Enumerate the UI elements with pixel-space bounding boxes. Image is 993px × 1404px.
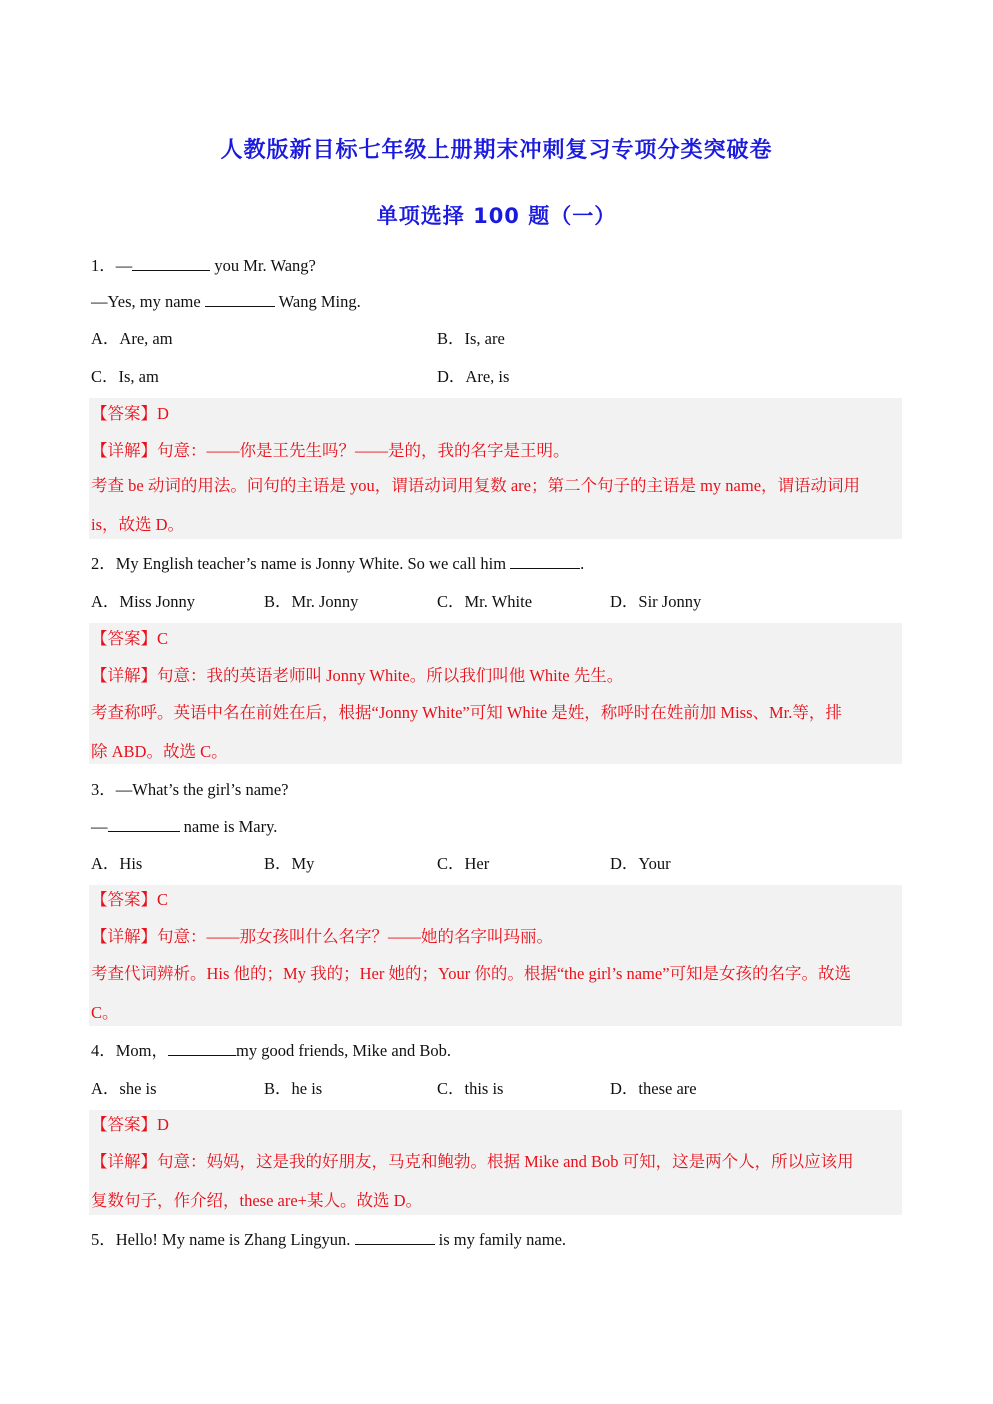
q2-option-a: A．Miss Jonny [91,592,196,611]
q3-option-a: A．His [91,854,143,873]
q1-option-c: C．Is, am [91,367,159,386]
q2-answer: 【答案】C [91,629,169,648]
q3-option-d: D．Your [610,854,671,873]
answer-blank [168,1041,236,1056]
question-4: 4．Mom， my good friends, Mike and Bob. [91,1041,451,1060]
q3-option-b: B．My [264,854,315,873]
answer-blank [510,554,580,569]
question-3-line-1: 3．—What’s the girl’s name? [91,780,289,799]
q2-explain-1: 考查称呼。英语中名在前姓在后，根据“Jonny White”可知 White 是姓，称呼时在姓前加 Miss、Mr.等，排 [91,703,842,722]
q4-option-b: B．he is [264,1079,323,1098]
q3-explain-1: 考查代词辨析。His 他的；My 我的；Her 她的；Your 你的。根据“the girl’s name”可知是女孩的名字。故选 [91,964,852,983]
q1-answer: 【答案】D [91,404,169,423]
q1-option-a: A．Are, am [91,329,173,348]
answer-blank [205,292,275,307]
question-3-line-2: — name is Mary. [91,817,278,836]
q4-option-a: A．she is [91,1079,157,1098]
q1-explain-2: is，故选 D。 [91,515,185,534]
q2-option-b: B．Mr. Jonny [264,592,359,611]
document-title: 人教版新目标七年级上册期末冲刺复习专项分类突破卷 [220,138,773,163]
q4-option-c: C．this is [437,1079,504,1098]
q2-option-d: D．Sir Jonny [610,592,702,611]
q3-option-c: C．Her [437,854,490,873]
q1-option-d: D．Are, is [437,367,510,386]
question-1-line-2: —Yes, my name Wang Ming. [91,292,361,311]
question-2: 2．My English teacher’s name is Jonny White. So we call him . [91,554,585,573]
q3-explain-2: C。 [91,1003,119,1022]
q4-answer-box [89,1110,902,1215]
q3-detail: 【详解】句意：——那女孩叫什么名字？——她的名字叫玛丽。 [91,927,553,946]
q2-detail: 【详解】句意：我的英语老师叫 Jonny White。所以我们叫他 White 先生。 [91,666,624,685]
q4-detail-1: 【详解】句意：妈妈，这是我的好朋友，马克和鲍勃。根据 Mike and Bob 可知，这是两个人，所以应该用 [91,1152,854,1171]
answer-blank [132,256,210,271]
q1-explain-1: 考查 be 动词的用法。问句的主语是 you，谓语动词用复数 are；第二个句子的主语是 my name，谓语动词用 [91,476,861,495]
q3-answer: 【答案】C [91,890,169,909]
question-1-line-1: 1．— you Mr. Wang? [91,256,316,275]
answer-blank [355,1230,435,1245]
q2-option-c: C．Mr. White [437,592,533,611]
question-5: 5．Hello! My name is Zhang Lingyun. is my family name. [91,1230,567,1249]
q2-answer-box [89,623,902,764]
q1-option-b: B．Is, are [437,329,505,348]
q3-answer-box [89,885,902,1026]
q1-answer-box [89,398,902,539]
q4-answer: 【答案】D [91,1115,169,1134]
q4-option-d: D．these are [610,1079,697,1098]
document-subtitle: 单项选择 100 题（一） [376,204,617,228]
answer-blank [108,817,180,832]
q4-detail-2: 复数句子，作介绍，these are+某人。故选 D。 [91,1191,423,1210]
q1-detail: 【详解】句意：——你是王先生吗？——是的，我的名字是王明。 [91,441,570,460]
q2-explain-2: 除 ABD。故选 C。 [91,742,228,761]
